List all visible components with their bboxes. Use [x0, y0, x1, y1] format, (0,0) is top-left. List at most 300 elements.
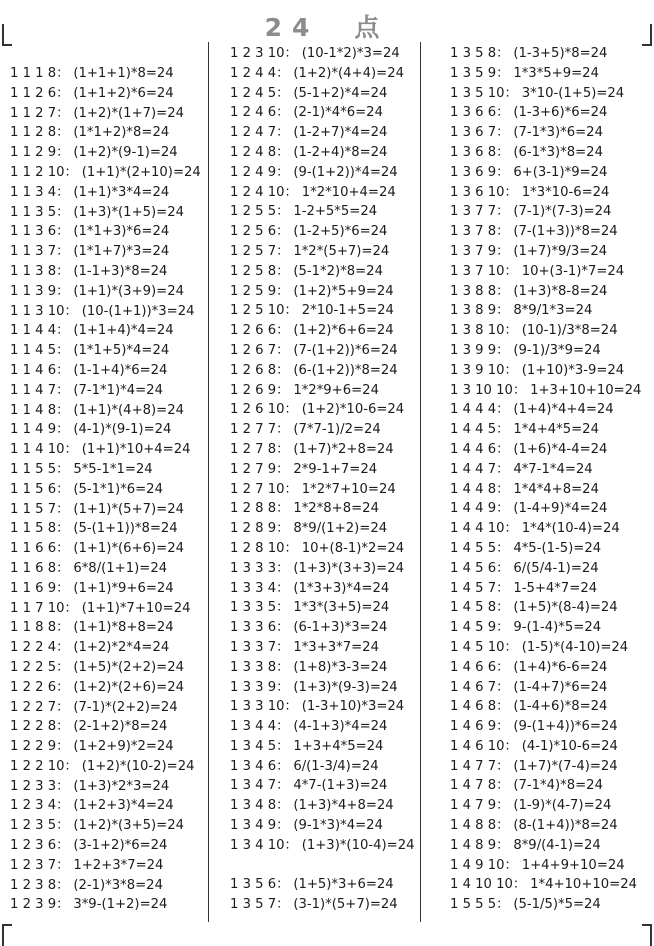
solution-row: [230, 717, 414, 737]
expression: (1-9)*(4-7)=24: [513, 798, 612, 814]
number-set: 1 4 7 8：: [450, 778, 510, 794]
solution-row: [230, 123, 414, 143]
expression: (1+1)*10+4=24: [81, 442, 191, 458]
number-set: 1 4 5 6：: [450, 560, 510, 576]
number-set: 1 3 4 8：: [230, 798, 290, 814]
number-set: 1 1 2 8：: [10, 125, 70, 141]
solution-row: [230, 737, 414, 757]
solution-row: [450, 499, 641, 519]
solution-row: [450, 440, 641, 460]
expression: (1-2+4)*8=24: [293, 144, 388, 160]
solution-row: [230, 658, 414, 678]
expression: 10+(8-1)*2=24: [301, 540, 405, 556]
number-set: 1 3 4 6：: [230, 758, 290, 774]
number-set: 1 2 5 10：: [230, 303, 298, 319]
solution-row: [450, 44, 641, 64]
expression: (1+1)*(5+7)=24: [73, 501, 184, 517]
expression: (7-(1+2))*6=24: [293, 342, 398, 358]
number-set: 1 3 3 9：: [230, 679, 290, 695]
number-set: 1 4 6 7：: [450, 679, 510, 695]
expression: (9-1*3)*4=24: [293, 818, 383, 834]
number-set: 1 3 8 8：: [450, 283, 510, 299]
number-set: 1 1 6 9：: [10, 580, 70, 596]
corner-mark-bottom-right: [642, 924, 652, 946]
solution-row: [10, 539, 201, 559]
solution-row: [230, 440, 414, 460]
number-set: 1 5 5 5：: [450, 897, 510, 913]
solution-row: [230, 64, 414, 84]
number-set: 1 3 5 6：: [230, 877, 290, 893]
column-divider: [420, 42, 421, 922]
number-set: 1 4 8 9：: [450, 837, 510, 853]
number-set: 1 2 3 6：: [10, 838, 70, 854]
number-set: 1 1 3 6：: [10, 224, 70, 240]
solution-row: [450, 361, 641, 381]
expression: (2-1+2)*8=24: [73, 719, 168, 735]
expression: 1+2+3*7=24: [73, 857, 164, 873]
expression: 8*9/(4-1)=24: [513, 837, 601, 853]
solution-row: [10, 440, 201, 460]
expression: (4-1)*10-6=24: [521, 738, 618, 754]
number-set: 1 3 3 7：: [230, 639, 290, 655]
solution-row: [450, 737, 641, 757]
number-set: 1 2 8 8：: [230, 501, 290, 517]
corner-mark-top-left: [2, 24, 12, 46]
expression: 1+3+10+10=24: [530, 382, 642, 398]
number-set: 1 1 2 10：: [10, 164, 78, 180]
number-set: 1 3 7 10：: [450, 263, 518, 279]
solution-row: [10, 895, 201, 915]
expression: (1*3+3)*4=24: [293, 580, 390, 596]
expression: (1+6)*4-4=24: [513, 441, 608, 457]
expression: 1*3+3*7=24: [293, 639, 379, 655]
number-set: 1 2 3 10：: [230, 46, 298, 61]
expression: (1+2)*6+6=24: [293, 323, 394, 339]
expression: (1-4+6)*8=24: [513, 699, 608, 715]
solution-row: [450, 202, 641, 222]
solution-row: [230, 519, 414, 539]
expression: 4*7-1*4=24: [513, 461, 593, 477]
solution-row: [230, 400, 414, 420]
expression: (8-(1+4))*8=24: [513, 818, 618, 834]
expression: 6/(1-3/4)=24: [293, 758, 379, 774]
expression: 5*5-1*1=24: [73, 461, 153, 477]
expression: 6/(5/4-1)=24: [513, 560, 599, 576]
solution-column: [10, 64, 201, 915]
number-set: 1 2 2 7：: [10, 699, 70, 715]
expression: (1+7)*9/3=24: [513, 243, 608, 259]
expression: (1-1+4)*6=24: [73, 362, 168, 378]
solution-row: [230, 301, 414, 321]
expression: (1*1+2)*8=24: [73, 125, 170, 141]
solution-row: [230, 242, 414, 262]
number-set: 1 4 10 10：: [450, 877, 527, 893]
number-set: 1 4 5 7：: [450, 580, 510, 596]
expression: (4-1)*(9-1)=24: [73, 422, 172, 438]
expression: (1+7)*(7-4)=24: [513, 758, 618, 774]
number-set: 1 3 8 10：: [450, 323, 518, 339]
expression: (1+2)*(1+7)=24: [73, 105, 184, 121]
expression: 1*2*7+10=24: [301, 481, 396, 497]
solution-row: [230, 579, 414, 599]
expression: 6+(3-1)*9=24: [513, 164, 608, 180]
number-set: 1 3 6 8：: [450, 144, 510, 160]
number-set: 1 2 5 9：: [230, 283, 290, 299]
expression: (9-1)/3*9=24: [513, 342, 601, 358]
expression: (1+8)*3-3=24: [293, 659, 388, 675]
solution-row: [10, 341, 201, 361]
expression: (1-2+7)*4=24: [293, 125, 388, 141]
expression: (1+2+9)*2=24: [73, 739, 174, 755]
expression: 1*2*9+6=24: [293, 382, 379, 398]
expression: (1+3)*4+8=24: [293, 798, 394, 814]
number-set: 1 4 6 6：: [450, 659, 510, 675]
number-set: 1 1 4 5：: [10, 343, 70, 359]
number-set: 1 1 4 10：: [10, 442, 78, 458]
expression: (5-1*1)*6=24: [73, 481, 163, 497]
number-set: 1 3 10 10：: [450, 382, 527, 398]
solution-row: [10, 500, 201, 520]
number-set: 1 1 1 8：: [10, 66, 70, 81]
number-set: 1 2 4 8：: [230, 144, 290, 160]
number-set: 1 4 5 9：: [450, 620, 510, 636]
solution-row: [450, 282, 641, 302]
expression: (3-1+2)*6=24: [73, 838, 168, 854]
solution-row: [450, 242, 641, 262]
expression: (1+4)*6-6=24: [513, 659, 608, 675]
expression: (1+10)*3-9=24: [521, 362, 625, 378]
solution-row: [230, 44, 414, 64]
solution-column: [450, 44, 641, 915]
expression: (4-1+3)*4=24: [293, 719, 388, 735]
number-set: 1 1 5 8：: [10, 521, 70, 537]
solution-row: [450, 480, 641, 500]
expression: 9-(1-4)*5=24: [513, 620, 602, 636]
expression: (7*7-1)/2=24: [293, 422, 381, 438]
number-set: 1 4 7 9：: [450, 798, 510, 814]
expression: (1+5)*(2+2)=24: [73, 659, 184, 675]
number-set: 1 4 4 4：: [450, 402, 510, 418]
number-set: 1 2 3 4：: [10, 798, 70, 814]
expression: (1-3+10)*3=24: [301, 699, 405, 715]
number-set: 1 3 5 7：: [230, 897, 290, 913]
solution-row: [450, 875, 641, 895]
expression: (7-(1+3))*8=24: [513, 224, 618, 240]
number-set: 1 3 4 10：: [230, 837, 298, 853]
expression: (1+1)*(4+8)=24: [73, 402, 184, 418]
number-set: 1 2 3 5：: [10, 818, 70, 834]
number-set: 1 3 3 4：: [230, 580, 290, 596]
solution-row: [230, 697, 414, 717]
expression: 1-5+4*7=24: [513, 580, 598, 596]
solution-row: [450, 460, 641, 480]
number-set: 1 1 2 7：: [10, 105, 70, 121]
solution-row: [10, 678, 201, 698]
number-set: 1 1 5 6：: [10, 481, 70, 497]
expression: (7-1)*(2+2)=24: [73, 699, 178, 715]
number-set: 1 4 9 10：: [450, 857, 518, 873]
expression: (1+3)*(10-4)=24: [301, 837, 415, 853]
solution-row: [450, 717, 641, 737]
expression: 1*2*10+4=24: [301, 184, 396, 200]
number-set: 1 3 3 3：: [230, 560, 290, 576]
solution-row: [450, 539, 641, 559]
expression: 2*9-1+7=24: [293, 461, 378, 477]
number-set: 1 2 7 9：: [230, 461, 290, 477]
solution-row: [450, 618, 641, 638]
expression: (1+3)*2*3=24: [73, 778, 170, 794]
solution-row: [450, 262, 641, 282]
solution-row: [450, 658, 641, 678]
expression: (1*1+3)*6=24: [73, 224, 170, 240]
expression: (1*1+7)*3=24: [73, 244, 170, 260]
number-set: 1 2 2 5：: [10, 659, 70, 675]
expression: 1+4+9+10=24: [521, 857, 625, 873]
expression: 1*3*(3+5)=24: [293, 600, 390, 616]
solution-row: [10, 321, 201, 341]
expression: (6-1+3)*3=24: [293, 620, 388, 636]
number-set: 1 3 5 8：: [450, 46, 510, 61]
solution-row: [230, 460, 414, 480]
solution-row: [450, 559, 641, 579]
solution-row: [450, 856, 641, 876]
number-set: 1 3 9 10：: [450, 362, 518, 378]
number-set: 1 3 4 9：: [230, 818, 290, 834]
solution-row: [10, 816, 201, 836]
number-set: 1 2 4 10：: [230, 184, 298, 200]
number-set: 1 2 4 4：: [230, 65, 290, 81]
solution-row: [450, 895, 641, 915]
expression: (1+1)*8+8=24: [73, 620, 174, 636]
number-set: 1 1 4 8：: [10, 402, 70, 418]
solution-row: [10, 64, 201, 84]
solution-row: [450, 183, 641, 203]
expression: (1*1+5)*4=24: [73, 343, 170, 359]
number-set: 1 4 4 7：: [450, 461, 510, 477]
solution-row: [10, 559, 201, 579]
solution-row: [230, 776, 414, 796]
number-set: 1 4 4 9：: [450, 501, 510, 517]
expression: (6-1*3)*8=24: [513, 144, 603, 160]
number-set: 1 2 2 4：: [10, 640, 70, 656]
number-set: 1 2 5 5：: [230, 204, 290, 220]
solution-row: [10, 777, 201, 797]
solution-row: [450, 519, 641, 539]
number-set: 1 4 5 5：: [450, 540, 510, 556]
expression: 4*7-(1+3)=24: [293, 778, 388, 794]
number-set: 1 4 6 10：: [450, 738, 518, 754]
page-title: 24 点: [264, 13, 390, 42]
expression: (1+1)*(2+10)=24: [81, 164, 201, 180]
number-set: 1 3 3 10：: [230, 699, 298, 715]
number-set: 1 4 8 8：: [450, 818, 510, 834]
solution-row: [230, 282, 414, 302]
number-set: 1 3 3 8：: [230, 659, 290, 675]
solution-row: [10, 737, 201, 757]
number-set: 1 2 8 9：: [230, 521, 290, 537]
solution-row: [450, 697, 641, 717]
solution-row: [10, 757, 201, 777]
expression: 1*4+4*5=24: [513, 422, 599, 438]
number-set: 1 1 3 9：: [10, 283, 70, 299]
expression: (1-4+9)*4=24: [513, 501, 608, 517]
number-set: 1 3 4 5：: [230, 738, 290, 754]
solution-row: [450, 301, 641, 321]
expression: (1+2)*(9-1)=24: [73, 145, 178, 161]
expression: (1+2)*(2+6)=24: [73, 679, 184, 695]
expression: 8*9/1*3=24: [513, 303, 593, 319]
number-set: 1 2 2 9：: [10, 739, 70, 755]
number-set: 1 4 4 10：: [450, 521, 518, 537]
solution-row: [10, 836, 201, 856]
number-set: 1 1 2 6：: [10, 85, 70, 101]
expression: (1+1)*(6+6)=24: [73, 541, 184, 557]
solution-row: [230, 103, 414, 123]
solution-row: [10, 183, 201, 203]
column-divider: [208, 42, 209, 922]
number-set: 1 4 5 8：: [450, 600, 510, 616]
solution-row: [230, 84, 414, 104]
number-set: 1 1 8 8：: [10, 620, 70, 636]
expression: (1+2)*(3+5)=24: [73, 818, 184, 834]
number-set: 1 4 6 8：: [450, 699, 510, 715]
corner-mark-bottom-left: [2, 924, 12, 946]
expression: (10-1*2)*3=24: [301, 46, 400, 61]
expression: (1+1+4)*4=24: [73, 323, 174, 339]
solution-row: [450, 836, 641, 856]
number-set: 1 2 8 10：: [230, 540, 298, 556]
expression: 6*8/(1+1)=24: [73, 560, 168, 576]
number-set: 1 4 5 10：: [450, 639, 518, 655]
expression: (1+2)*2*4=24: [73, 640, 170, 656]
number-set: 1 2 5 6：: [230, 224, 290, 240]
expression: (1-5)*(4-10)=24: [521, 639, 629, 655]
solution-row: [10, 262, 201, 282]
solution-row: [230, 321, 414, 341]
solution-row: [450, 123, 641, 143]
number-set: 1 2 2 10：: [10, 758, 78, 774]
number-set: 1 2 6 7：: [230, 342, 290, 358]
solution-row: [10, 618, 201, 638]
expression: (1+5)*(8-4)=24: [513, 600, 618, 616]
number-set: 1 2 4 6：: [230, 105, 290, 121]
expression: 2*10-1+5=24: [301, 303, 394, 319]
number-set: 1 2 7 8：: [230, 441, 290, 457]
expression: 1*2*8+8=24: [293, 501, 379, 517]
number-set: 1 1 3 4：: [10, 184, 70, 200]
expression: (2-1)*3*8=24: [73, 877, 163, 893]
solution-row: [10, 143, 201, 163]
solution-row: [10, 658, 201, 678]
expression: (1+3)*8-8=24: [513, 283, 608, 299]
number-set: 1 2 4 5：: [230, 85, 290, 101]
solution-row: [450, 163, 641, 183]
expression: (1+4)*4+4=24: [513, 402, 614, 418]
solution-row: [10, 698, 201, 718]
expression: (1+1)*(3+9)=24: [73, 283, 184, 299]
expression: (1+2+3)*4=24: [73, 798, 174, 814]
expression: (1-3+5)*8=24: [513, 46, 608, 61]
number-set: 1 2 5 7：: [230, 243, 290, 259]
expression: (1+7)*2+8=24: [293, 441, 394, 457]
expression: 1*3*5+9=24: [513, 65, 599, 81]
solution-row: [10, 203, 201, 223]
number-set: 1 4 4 8：: [450, 481, 510, 497]
expression: (7-1*1)*4=24: [73, 382, 163, 398]
solution-row: [450, 64, 641, 84]
solution-row: [10, 104, 201, 124]
expression: (5-(1+1))*8=24: [73, 521, 178, 537]
number-set: 1 3 9 9：: [450, 342, 510, 358]
number-set: 1 2 7 10：: [230, 481, 298, 497]
number-set: 1 1 3 10：: [10, 303, 78, 319]
number-set: 1 3 6 9：: [450, 164, 510, 180]
number-set: 1 2 6 8：: [230, 362, 290, 378]
solution-row: [10, 242, 201, 262]
expression: (10-(1+1))*3=24: [81, 303, 195, 319]
solution-row: [230, 559, 414, 579]
solution-row: [230, 678, 414, 698]
solution-row: [230, 480, 414, 500]
solution-row: [10, 519, 201, 539]
expression: (1+1)*9+6=24: [73, 580, 174, 596]
solution-row: [230, 262, 414, 282]
solution-row: [230, 836, 414, 856]
expression: (9-(1+2))*4=24: [293, 164, 398, 180]
expression: (5-1/5)*5=24: [513, 897, 601, 913]
number-set: 1 3 3 6：: [230, 620, 290, 636]
solution-column: [230, 44, 414, 915]
number-set: 1 3 4 4：: [230, 719, 290, 735]
number-set: 1 2 3 8：: [10, 877, 70, 893]
number-set: 1 4 4 6：: [450, 441, 510, 457]
expression: (1+2)*(4+4)=24: [293, 65, 404, 81]
solution-row: [450, 321, 641, 341]
solution-row: [230, 381, 414, 401]
expression: 8*9/(1+2)=24: [293, 521, 388, 537]
expression: (5-1+2)*4=24: [293, 85, 388, 101]
number-set: 1 3 7 8：: [450, 224, 510, 240]
solution-row: [450, 598, 641, 618]
solution-row: [10, 302, 201, 322]
number-set: 1 1 6 8：: [10, 560, 70, 576]
expression: (1-2+5)*6=24: [293, 224, 388, 240]
solution-row: [450, 579, 641, 599]
expression: (1+2)*10-6=24: [301, 402, 405, 418]
expression: (1-1+3)*8=24: [73, 263, 168, 279]
number-set: 1 1 4 6：: [10, 362, 70, 378]
expression: 3*9-(1+2)=24: [73, 897, 168, 913]
expression: 1*4*4+8=24: [513, 481, 599, 497]
solution-row: [230, 598, 414, 618]
expression: (1+5)*3+6=24: [293, 877, 394, 893]
expression: (1+2)*(10-2)=24: [81, 758, 195, 774]
solution-row: [230, 796, 414, 816]
number-set: 1 1 3 7：: [10, 244, 70, 260]
expression: (1+2)*5+9=24: [293, 283, 394, 299]
solution-row: [230, 341, 414, 361]
number-set: 1 3 7 7：: [450, 204, 510, 220]
solution-row: [450, 678, 641, 698]
number-set: 1 3 6 7：: [450, 125, 510, 141]
number-set: 1 3 7 9：: [450, 243, 510, 259]
solution-row: [10, 84, 201, 104]
expression: 4*5-(1-5)=24: [513, 540, 602, 556]
expression: (6-(1+2))*8=24: [293, 362, 398, 378]
number-set: 1 2 3 7：: [10, 857, 70, 873]
solution-row: [230, 143, 414, 163]
solution-row: [10, 282, 201, 302]
